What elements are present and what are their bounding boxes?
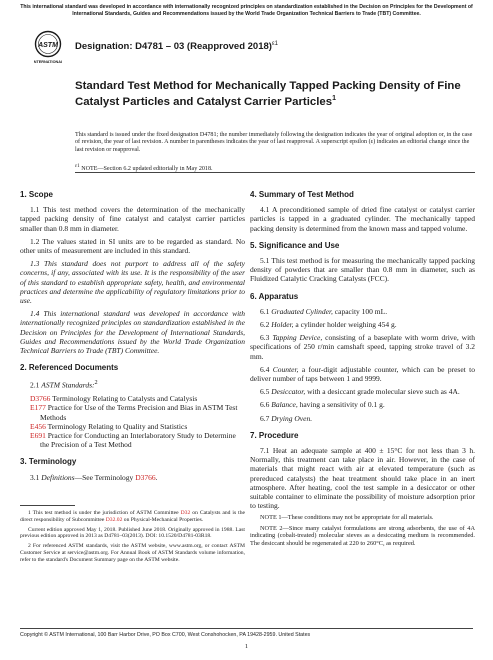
apparatus-heading: 6. Apparatus	[250, 291, 299, 301]
apparatus-item	[250, 414, 475, 423]
reference-link[interactable]: D3766	[30, 394, 51, 404]
para-3-1-num: 3.1	[30, 472, 42, 482]
copyright-line: Copyright © ASTM International, 100 Barr Harbor Drive, PO Box C700, West Conshohocken, PA 19428-2959. United States	[20, 628, 473, 639]
apparatus-num: 6.1	[260, 306, 272, 316]
title-footnote-mark: 1	[332, 94, 336, 102]
note-1: NOTE 1—These conditions may not be appropriate for all materials.	[260, 514, 434, 522]
apparatus-label: Counter,	[272, 364, 299, 374]
apparatus-num: 6.5	[260, 387, 272, 397]
designation-label: Designation: D4781 – 03 (Reapproved 2018)	[75, 41, 272, 53]
epsilon-mark: ε1	[75, 163, 80, 169]
scope-heading: 1. Scope	[20, 190, 53, 199]
astm-logo-icon	[34, 30, 62, 72]
footnotes	[20, 510, 245, 567]
definitions-label: Definitions	[41, 472, 75, 482]
apparatus-label: Holder,	[271, 320, 294, 330]
apparatus-item	[250, 307, 475, 316]
apparatus-item	[250, 333, 475, 361]
apparatus-label: Balance,	[271, 400, 298, 410]
para-5-1: 5.1 This test method is for measuring the mechanically tapped packing density of powders that are smaller than 0.8 mm in diameter, such as Fluidized Catalytic Cracking Catalysts (FCC).	[250, 256, 475, 284]
reference-item	[30, 422, 245, 431]
reference-link[interactable]: E177	[30, 403, 46, 413]
footnote-1	[20, 510, 245, 524]
document-title	[75, 80, 475, 108]
para-1-3: 1.3 This standard does not purport to address all of the safety concerns, if any, associated with its use. It is the responsibility of the user of this standard to establish appropriate safety, health, and environmental practices and determine the applicability of regulatory limitations prior to use.	[20, 259, 245, 306]
svg-text:ASTM: ASTM	[38, 42, 58, 49]
summary-heading: 4. Summary of Test Method	[250, 190, 354, 199]
epsilon-note	[75, 163, 475, 172]
apparatus-text: a cylinder holder weighing 454 g.	[293, 320, 397, 330]
apparatus-item	[250, 387, 475, 396]
reference-link[interactable]: E456	[30, 421, 46, 431]
apparatus-text: a four-digit adjustable counter, which can be preset to deliver number of taps between 1 and 9999.	[250, 364, 475, 384]
reference-item	[30, 394, 245, 403]
para-1-1: 1.1 This test method covers the determination of the mechanically tapped packing density of fine catalyst and catalyst carrier particles smaller than 0.8 mm in diameter.	[20, 205, 245, 233]
left-column	[20, 190, 245, 486]
para-1-2: 1.2 The values stated in SI units are to be regarded as standard. No other units of measurement are included in this standard.	[20, 236, 245, 256]
procedure-heading: 7. Procedure	[250, 430, 299, 440]
reference-title: Terminology Relating to Catalysts and Catalysis	[50, 394, 198, 404]
apparatus-item	[250, 400, 475, 409]
astm-logo	[34, 30, 62, 72]
title-text: Standard Test Method for Mechanically Tapped Packing Density of Fine Catalyst Particles and Catalyst Carrier Particles	[75, 80, 461, 108]
right-column	[250, 190, 475, 550]
reference-item	[30, 403, 245, 421]
epsilon-note-text: NOTE—Section 6.2 updated editorially in May 2018.	[79, 166, 213, 173]
apparatus-label: Tapping Device,	[272, 333, 323, 343]
footnote-1-text-a: 1 This test method is under the jurisdiction of ASTM Committee	[28, 510, 181, 516]
para-3-1-text: —See Terminology	[74, 472, 136, 482]
reference-item	[30, 431, 245, 449]
terminology-heading: 3. Terminology	[20, 457, 77, 467]
apparatus-text: capacity 100 mL.	[332, 306, 388, 316]
para-7-1: 7.1 Heat an adequate sample at 400 ± 15°C for not less than 3 h. Normally, this treatment can take place in air. However, in the case of materials that might react with air at elevated temperature (such as prereduced catalysts) the heat treatment should take place in an inert atmosphere. After heating, cool the test sample in a desiccator or other suitable container to eliminate the possibility of moisture adsorption prior to testing.	[250, 446, 475, 511]
apparatus-label: Drying Oven.	[271, 413, 313, 423]
apparatus-text: with a desiccant grade molecular sieve such as 4A.	[305, 387, 460, 397]
apparatus-num: 6.4	[260, 364, 273, 374]
footnote-2: 2 For referenced ASTM standards, visit the ASTM website, www.astm.org, or contact ASTM Customer Service at service@astm.org. For Annual Book of ASTM Standards volume information, refer to the standard's Document Summary page on the ASTM website.	[20, 543, 245, 563]
note-2: NOTE 2—Since many catalyst formulations are strong adsorbents, the use of 4A indicating (cobalt-treated) molecular sieves as a desiccating medium is recommended. The desiccant should be regenerated at 220 to 260°C, as required.	[250, 524, 475, 547]
footnote-divider	[20, 505, 75, 506]
header-divider	[75, 172, 475, 173]
apparatus-item	[250, 365, 475, 383]
subcommittee-link[interactable]: D32.02	[105, 516, 123, 523]
referenced-documents-heading: 2. Referenced Documents	[20, 363, 119, 373]
para-2-1-num: 2.1	[30, 380, 42, 390]
apparatus-text: having a sensitivity of 0.1 g.	[297, 400, 385, 410]
astm-standards-label: ASTM Standards:	[41, 380, 95, 390]
committee-link[interactable]: D32	[180, 510, 191, 516]
para-3-1-end: .	[155, 472, 158, 482]
para-2-1	[20, 378, 245, 390]
apparatus-item	[250, 320, 475, 329]
footnote-1-text-c: on Physical-Mechanical Properties.	[122, 516, 204, 523]
para-3-1	[20, 473, 245, 482]
significance-heading: 5. Significance and Use	[250, 240, 340, 250]
astm-standards-footnote-mark: 2	[94, 379, 98, 387]
svg-text:INTERNATIONAL: INTERNATIONAL	[34, 60, 62, 64]
terminology-reference-link[interactable]: D3766	[135, 472, 156, 482]
tbt-notice: This international standard was developed in accordance with internationally recognized principles on standardization established in the Decision on Principles for the Development of International Standards, Guides and Recommendations issued by the World Trade Organization Technical Barriers to Trade (TBT) Committee.	[20, 4, 473, 17]
footnote-1-text-b: on Catalysts and is the direct responsibility of Subcommittee	[20, 510, 245, 523]
apparatus-num: 6.6	[260, 400, 272, 410]
reference-title: Practice for Conducting an Interlaboratory Study to Determine the Precision of a Test Method	[40, 430, 236, 450]
apparatus-label: Desiccator,	[271, 387, 306, 397]
designation-epsilon: ε1	[271, 41, 278, 47]
apparatus-num: 6.3	[260, 333, 273, 343]
standard-issue-note: This standard is issued under the fixed designation D4781; the number immediately following the designation indicates the year of original adoption or, in the case of revision, the year of last revision. A number in parentheses indicates the year of last reapproval. A superscript epsilon (ε) indicates an editorial change since the last revision or reapproval.	[75, 132, 473, 153]
page-number: 1	[244, 643, 249, 650]
footnote-1-edition: Current edition approved May 1, 2018. Published June 2018. Originally approved in 1988. Last previous edition approved in 2013 as D4781–03(2013). DOI: 10.1520/D4781-03R18.	[20, 526, 245, 540]
reference-title: Terminology Relating to Quality and Statistics	[45, 421, 188, 431]
designation	[75, 41, 278, 52]
apparatus-label: Graduated Cylinder,	[271, 306, 333, 316]
reference-title: Practice for Use of the Terms Precision and Bias in ASTM Test Methods	[40, 403, 238, 422]
apparatus-num: 6.7	[260, 413, 272, 423]
apparatus-text: consisting of a baseplate with worm drive, with specifications of 250 r/min camshaft speed, tapping stroke travel of 3.2 mm.	[250, 333, 475, 361]
para-4-1: 4.1 A preconditioned sample of dried fine catalyst or catalyst carrier particles is tapped in a graduated cylinder. The mechanically tapped packing density is determined from the known mass and tapped volume.	[250, 205, 475, 233]
para-1-4: 1.4 This international standard was developed in accordance with internationally recognized principles on standardization established in the Decision on Principles for the Development of International Standards, Guides and Recommendations issued by the World Trade Organization Technical Barriers to Trade (TBT) Committee.	[20, 309, 245, 356]
reference-link[interactable]: E691	[30, 430, 46, 440]
apparatus-num: 6.2	[260, 320, 272, 330]
